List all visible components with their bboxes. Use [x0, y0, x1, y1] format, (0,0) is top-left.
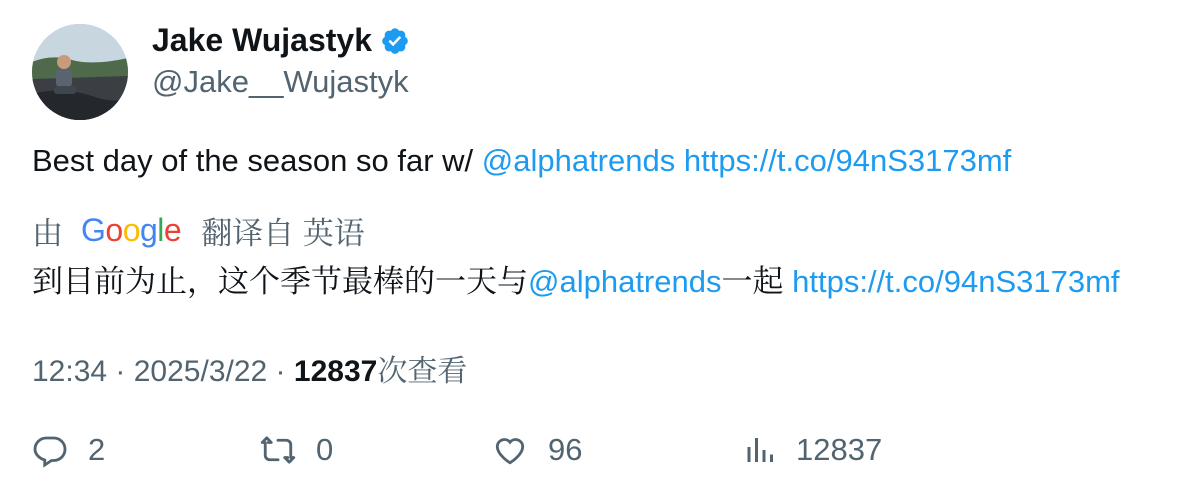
reply-button[interactable]	[32, 432, 105, 468]
author-name-text: Jake Wujastyk	[152, 22, 372, 58]
view-count-label: 次查看	[377, 355, 468, 388]
analytics-icon	[740, 432, 776, 468]
translation-attribution	[32, 208, 365, 253]
translation-suffix: 翻译自 英语	[201, 216, 365, 251]
mention-link[interactable]: @alphatrends	[481, 143, 676, 178]
translated-after: 一起	[721, 264, 793, 299]
retweet-count: 0	[316, 432, 334, 467]
like-button[interactable]	[492, 432, 582, 468]
heart-icon	[492, 432, 528, 468]
tweet-time[interactable]: 12:34	[32, 355, 108, 388]
tweet-text	[32, 143, 1011, 179]
author-handle[interactable]: @Jake__Wujastyk	[152, 64, 409, 99]
retweet-icon	[260, 432, 296, 468]
tweet-date[interactable]: 2025/3/22	[133, 355, 268, 388]
google-logo: G o o g l e	[81, 212, 182, 248]
translated-mention-link[interactable]: @alphatrends	[528, 264, 722, 299]
verified-badge-icon	[380, 26, 410, 56]
reply-icon	[32, 432, 68, 468]
retweet-button[interactable]	[260, 432, 333, 468]
translated-url-link[interactable]: https://t.co/94nS3173mf	[792, 264, 1120, 299]
avatar[interactable]	[32, 24, 128, 120]
author-name[interactable]	[152, 22, 410, 59]
views-count: 12837	[796, 432, 883, 467]
reply-count: 2	[88, 432, 106, 467]
tweet-url-link[interactable]: https://t.co/94nS3173mf	[683, 143, 1012, 178]
translated-body: 到目前为止，这个季节最棒的一天与	[32, 264, 528, 299]
view-count: 12837	[293, 355, 378, 388]
views-button[interactable]	[740, 432, 882, 468]
translation-prefix: 由	[32, 216, 63, 251]
translated-tweet-text	[32, 256, 1120, 301]
like-count: 96	[548, 432, 583, 467]
tweet-body: Best day of the season so far w/	[32, 143, 482, 178]
tweet-meta: 12:34 · 2025/3/22 · 12837次查看	[32, 355, 468, 388]
